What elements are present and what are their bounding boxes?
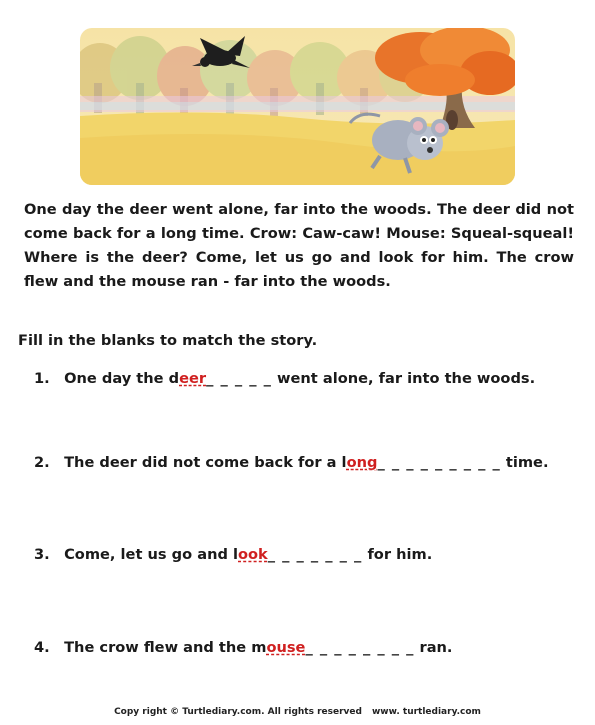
question-text-after: ran.	[419, 639, 453, 656]
answer-fill[interactable]: ouse	[266, 639, 306, 656]
answer-fill[interactable]: ook	[238, 546, 268, 563]
question-number: 3.	[34, 546, 50, 563]
question-1	[34, 370, 535, 387]
question-number: 4.	[34, 639, 50, 656]
question-3	[34, 546, 432, 563]
story-illustration	[80, 28, 515, 185]
question-number: 1.	[34, 370, 50, 387]
question-4	[34, 639, 452, 656]
answer-fill[interactable]: eer	[179, 370, 207, 387]
forest-crow-mouse-illustration	[80, 28, 515, 185]
question-text-after: for him.	[367, 546, 433, 563]
question-text-before: The deer did not come back for a l	[64, 454, 347, 471]
website-link[interactable]: www. turtlediary.com	[371, 707, 481, 717]
question-text-after: time.	[505, 454, 549, 471]
question-text-before: Come, let us go and l	[64, 546, 238, 563]
blank-line: _ _ _ _ _	[206, 370, 272, 387]
question-text-before: The crow flew and the m	[64, 639, 267, 656]
copyright-text: Copy right © Turtlediary.com. All rights reserved	[114, 707, 362, 717]
question-number: 2.	[34, 454, 50, 471]
blank-line: _ _ _ _ _ _ _	[267, 546, 363, 563]
answer-fill[interactable]: ong	[346, 454, 378, 471]
blank-line: _ _ _ _ _ _ _ _	[305, 639, 415, 656]
blank-line: _ _ _ _ _ _ _ _ _	[377, 454, 501, 471]
footer	[0, 707, 595, 717]
instructions: Fill in the blanks to match the story.	[18, 332, 318, 349]
question-2	[34, 454, 549, 471]
question-text-before: One day the d	[64, 370, 180, 387]
question-text-after: went alone, far into the woods.	[277, 370, 536, 387]
story-paragraph: One day the deer went alone, far into the woods. The deer did not come back for a long time. Crow: Caw-caw! Mouse: Squeal-squeal! Where is the deer? Come, let us go and look for him. The crow flew and the mouse ran - far into the woods.	[24, 201, 574, 290]
